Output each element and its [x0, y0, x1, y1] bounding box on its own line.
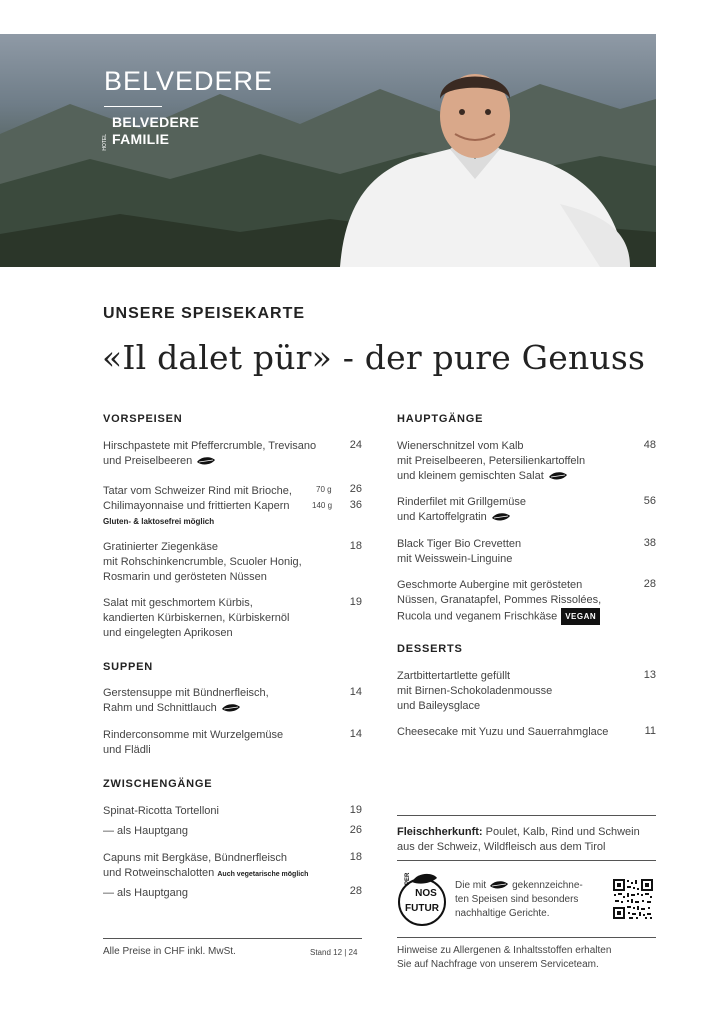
leaf-icon: [548, 471, 568, 481]
item-price: 36: [349, 499, 362, 511]
portion-size: 140 g: [312, 501, 333, 510]
item-line: Capuns mit Bergkäse, Bündnerfleisch: [103, 852, 288, 864]
badge-text-main: [414, 888, 438, 899]
menu-item: [103, 484, 292, 514]
badge-text-futur: FUTUR: [405, 903, 439, 914]
menu-item: [103, 686, 269, 716]
item-line: und Baileysglace: [397, 700, 481, 712]
item-price: 38: [643, 537, 656, 549]
badge-text-per: PER: [405, 872, 411, 885]
item-line: Nüssen, Granatapfel, Pommes Rissolées,: [397, 594, 602, 606]
section-suppen: SUPPEN: [103, 661, 154, 673]
origin-text: Poulet, Kalb, Rind und Schwein: [482, 826, 640, 838]
item-line: Gratinierter Ziegenkäse: [103, 541, 218, 553]
item-line: mit Preiselbeeren, Petersilienkartoffeln: [397, 455, 586, 467]
price-note: Alle Preise in CHF inkl. MwSt.: [103, 946, 236, 957]
item-line: Rahm und Schnittlauch: [103, 702, 217, 714]
sustain-line: Die mit: [455, 880, 487, 891]
allergen-line: Sie auf Nachfrage von unserem Serviceteam.: [397, 959, 599, 970]
menu-kicker: UNSERE SPEISEKARTE: [103, 305, 306, 322]
item-price: 24: [349, 439, 362, 451]
item-price: 14: [349, 728, 362, 740]
item-line: Rinderconsomme mit Wurzelgemüse: [103, 729, 284, 741]
item-line: mit Rohschinkencrumble, Scuoler Honig,: [103, 556, 302, 568]
hotel-family-logo: [112, 114, 199, 148]
item-line: Rosmarin und gerösteten Nüssen: [103, 571, 267, 583]
menu-item-variant: — als Hauptgang: [103, 887, 188, 899]
menu-item-variant: — als Hauptgang: [103, 825, 188, 837]
item-line: Chilimayonnaise und frittierten Kapern: [103, 500, 290, 512]
menu-item: [103, 728, 283, 758]
logo-divider: [104, 106, 162, 107]
item-price: 28: [643, 578, 656, 590]
item-line: Gerstensuppe mit Bündnerfleisch,: [103, 687, 269, 699]
footer-divider-right: [397, 937, 656, 938]
item-line: Rinderfilet mit Grillgemüse: [397, 496, 526, 508]
leaf-icon: [221, 703, 241, 713]
menu-item: [397, 578, 601, 625]
item-price: 11: [644, 725, 656, 737]
item-price: 26: [349, 824, 362, 836]
footer-divider: [103, 938, 362, 939]
menu-item: [103, 540, 302, 585]
portion-size: 70 g: [316, 485, 332, 494]
dietary-note: Gluten- & laktosefrei möglich: [103, 517, 215, 526]
menu-item: [397, 495, 526, 525]
badge-text-nos: NOS: [415, 888, 437, 899]
section-zwischengaenge: ZWISCHENGÄNGE: [103, 778, 213, 790]
origin-label: Fleischherkunft:: [397, 826, 483, 838]
item-line: Tatar vom Schweizer Rind mit Brioche,: [103, 485, 292, 497]
section-vorspeisen: VORSPEISEN: [103, 413, 183, 425]
item-line: Black Tiger Bio Crevetten: [397, 538, 522, 550]
item-price: 56: [643, 495, 656, 507]
brand-logo: BELVEDERE: [104, 66, 274, 96]
item-line: Geschmorte Aubergine mit gerösteten: [397, 579, 583, 591]
item-line: und Rotweinschalotten: [103, 867, 215, 879]
item-line: und Preiselbeeren: [103, 455, 193, 467]
leaf-icon: [489, 880, 509, 890]
menu-item: [397, 669, 552, 714]
sublogo-line-2: FAMILIE: [112, 131, 170, 147]
section-hauptgaenge: HAUPTGÄNGE: [397, 413, 484, 425]
sustain-line: gekennzeichne-: [512, 880, 583, 891]
item-price: 13: [643, 669, 656, 681]
item-line: Salat mit geschmortem Kürbis,: [103, 597, 253, 609]
menu-item: [103, 439, 316, 469]
menu-title: «Il dalet pür» - der pure Genuss: [102, 338, 646, 377]
meat-origin: [397, 825, 640, 855]
item-line: kandierten Kürbiskernen, Kürbiskernöl: [103, 612, 290, 624]
item-line: Wienerschnitzel vom Kalb: [397, 440, 524, 452]
item-price: 19: [349, 596, 362, 608]
item-price: 26: [349, 483, 362, 495]
item-price: 18: [349, 540, 362, 552]
menu-item: [103, 596, 290, 641]
menu-item: [397, 439, 585, 484]
allergen-note: [397, 944, 611, 972]
item-line: und kleinem gemischten Salat: [397, 470, 544, 482]
item-price: 48: [643, 439, 656, 451]
sustain-note: [455, 879, 583, 921]
section-desserts: DESSERTS: [397, 643, 463, 655]
item-line: Zartbittertartlette gefüllt: [397, 670, 511, 682]
allergen-line: Hinweise zu Allergenen & Inhaltsstoffen erhalten: [397, 945, 612, 956]
origin-divider-top: [397, 815, 656, 816]
leaf-icon: [491, 512, 511, 522]
dietary-note: Auch vegetarische möglich: [217, 871, 309, 878]
sublogo-line-1: BELVEDERE: [112, 114, 200, 130]
item-line: Hirschpastete mit Pfeffercrumble, Trevisano: [103, 440, 317, 452]
sublogo-side-text: HOTEL: [102, 134, 108, 151]
item-price: 19: [349, 804, 362, 816]
leaf-icon: [196, 456, 216, 466]
item-price: 28: [349, 885, 362, 897]
item-line: mit Weisswein-Linguine: [397, 553, 513, 565]
origin-divider-bottom: [397, 860, 656, 861]
item-line: mit Birnen-Schokoladenmousse: [397, 685, 553, 697]
item-price: 14: [349, 686, 362, 698]
menu-item: [103, 851, 308, 882]
item-line: und Flädli: [103, 744, 151, 756]
item-line: Rucola und veganem Frischkäse: [397, 610, 558, 623]
item-line: und Kartoffelgratin: [397, 511, 487, 523]
vegan-badge: VEGAN: [561, 608, 600, 625]
menu-item: Spinat-Ricotta Tortelloni: [103, 805, 219, 817]
menu-item: [397, 537, 521, 567]
version-stamp: Stand 12 | 24: [310, 948, 358, 957]
menu-item: Cheesecake mit Yuzu und Sauerrahmglace: [397, 726, 609, 738]
chef-portrait: [300, 54, 656, 267]
hero-image: [0, 34, 656, 267]
item-line: und eingelegten Aprikosen: [103, 627, 233, 639]
qr-code[interactable]: [612, 878, 654, 920]
sustain-line: nachhaltige Gerichte.: [455, 908, 550, 919]
origin-text: aus der Schweiz, Wildfleisch aus dem Tirol: [397, 841, 606, 853]
sustain-line: ten Speisen sind besonders: [455, 894, 579, 905]
item-price: 18: [349, 851, 362, 863]
